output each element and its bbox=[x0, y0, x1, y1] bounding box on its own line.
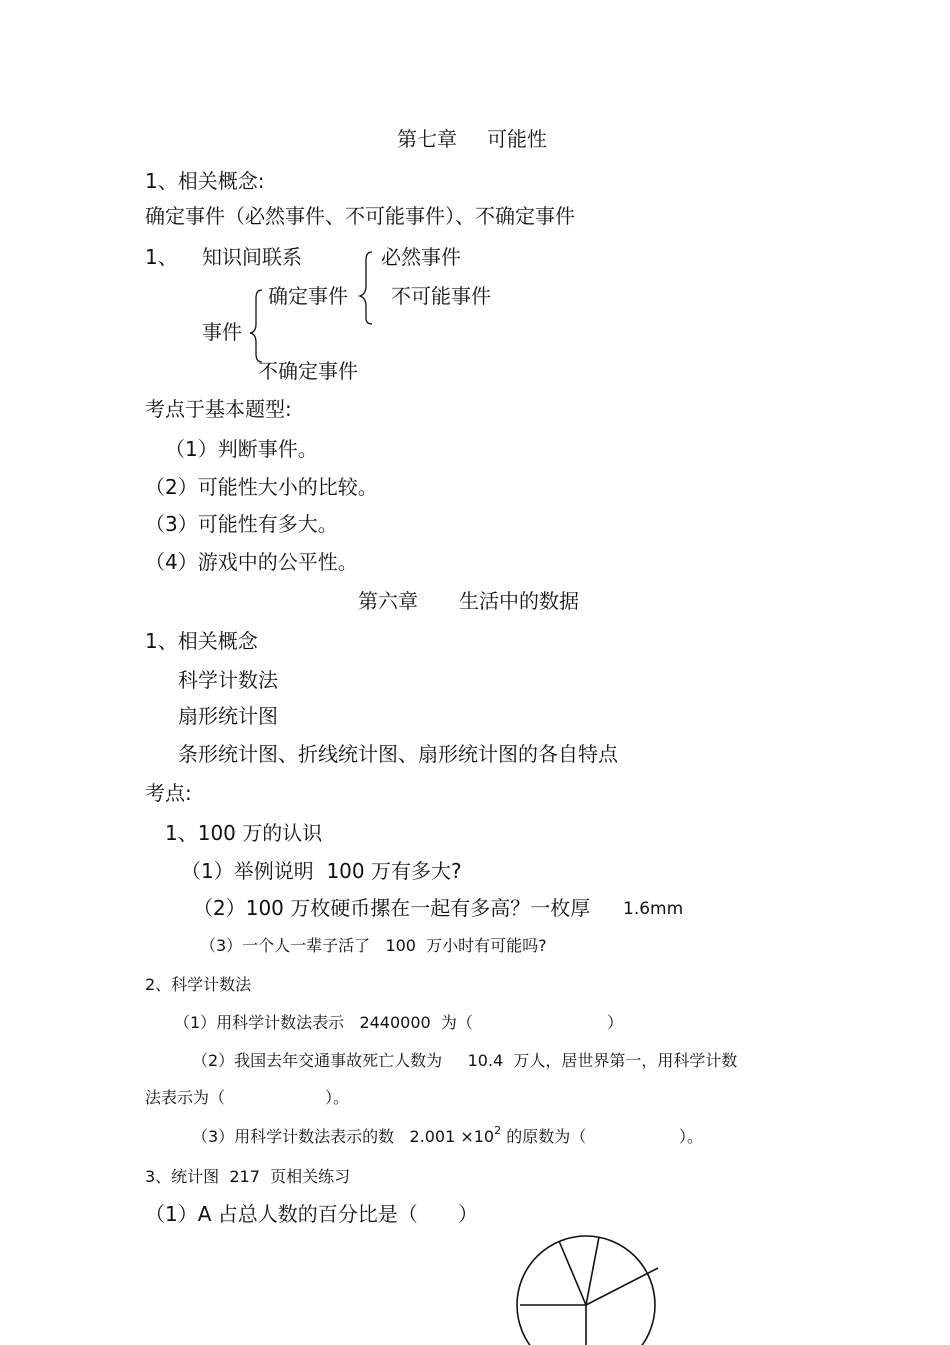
tree-undetermined: 不确定事件 bbox=[258, 359, 358, 383]
brace-root bbox=[248, 288, 278, 368]
chapter6-concepts-heading: 1、相关概念 bbox=[145, 629, 258, 653]
chapter7-title-a: 第七章 bbox=[397, 127, 457, 151]
chapter7-concepts-heading: 1、相关概念: bbox=[145, 169, 265, 193]
exam-points-heading: 考点: bbox=[145, 781, 192, 805]
pie-slice-divider bbox=[559, 1241, 586, 1305]
question-types-heading: 考点于基本题型: bbox=[145, 397, 292, 421]
relation-number: 1、 bbox=[145, 245, 178, 269]
pie-chart bbox=[515, 1195, 675, 1345]
pie-slice-divider bbox=[586, 1237, 599, 1305]
question-type-3: （3）可能性有多大。 bbox=[145, 512, 338, 536]
question-type-1: （1）判断事件。 bbox=[165, 437, 318, 461]
tree-determined: 确定事件 bbox=[268, 284, 348, 308]
point1-q3: （3）一个人一辈子活了 100 万小时有可能吗? bbox=[200, 936, 547, 955]
concept-item: 科学计数法 bbox=[178, 668, 278, 692]
concept-item: 条形统计图、折线统计图、扇形统计图的各自特点 bbox=[178, 742, 618, 766]
point2-q3 bbox=[192, 1124, 587, 1146]
point2-q3-suffix: 的原数为（ bbox=[501, 1127, 587, 1146]
question-type-4: （4）游戏中的公平性。 bbox=[145, 550, 358, 574]
point3-q1: （1）A 占总人数的百分比是（ bbox=[145, 1202, 418, 1226]
concept-item: 扇形统计图 bbox=[178, 704, 278, 728]
tree-impossible: 不可能事件 bbox=[391, 284, 491, 308]
chapter7-concepts-line: 确定事件（必然事件、不可能事件）、不确定事件 bbox=[145, 204, 575, 228]
point2-q2-line1: （2）我国去年交通事故死亡人数为 10.4 万人，居世界第一，用科学计数 bbox=[192, 1051, 738, 1070]
point2-heading: 2、科学计数法 bbox=[145, 975, 252, 994]
point2-q2-line2-suffix: ）。 bbox=[325, 1088, 350, 1107]
point1-heading: 1、100 万的认识 bbox=[165, 821, 323, 845]
relation-label: 知识间联系 bbox=[202, 245, 302, 269]
point3-q1-end: ） bbox=[458, 1202, 478, 1226]
tree-root: 事件 bbox=[202, 320, 242, 344]
chapter7-title-b: 可能性 bbox=[487, 127, 547, 151]
point1-q1: （1）举例说明 100 万有多大? bbox=[181, 859, 462, 883]
point3-heading: 3、统计图 217 页相关练习 bbox=[145, 1167, 351, 1186]
point2-q1-suffix: ） bbox=[607, 1013, 624, 1032]
point1-q2: （2）100 万枚硬币摞在一起有多高？一枚厚 bbox=[193, 896, 591, 920]
point2-q1-prefix: （1）用科学计数法表示 2440000 为（ bbox=[174, 1013, 473, 1032]
point2-q3-end: ）。 bbox=[679, 1127, 704, 1146]
point2-q3-prefix: （3）用科学计数法表示的数 2.001 ×10 bbox=[192, 1127, 495, 1146]
pie-slice-divider bbox=[586, 1268, 658, 1305]
question-type-2: （2）可能性大小的比较。 bbox=[145, 475, 378, 499]
point2-q3-exponent: 2 bbox=[494, 1124, 502, 1137]
point2-q2-line2-prefix: 法表示为（ bbox=[145, 1088, 226, 1107]
brace-determined bbox=[358, 250, 388, 330]
point1-q2-value: 1.6mm bbox=[623, 899, 684, 919]
chapter6-title-b: 生活中的数据 bbox=[459, 589, 579, 613]
tree-certain: 必然事件 bbox=[381, 245, 461, 269]
chapter6-title-a: 第六章 bbox=[358, 589, 418, 613]
